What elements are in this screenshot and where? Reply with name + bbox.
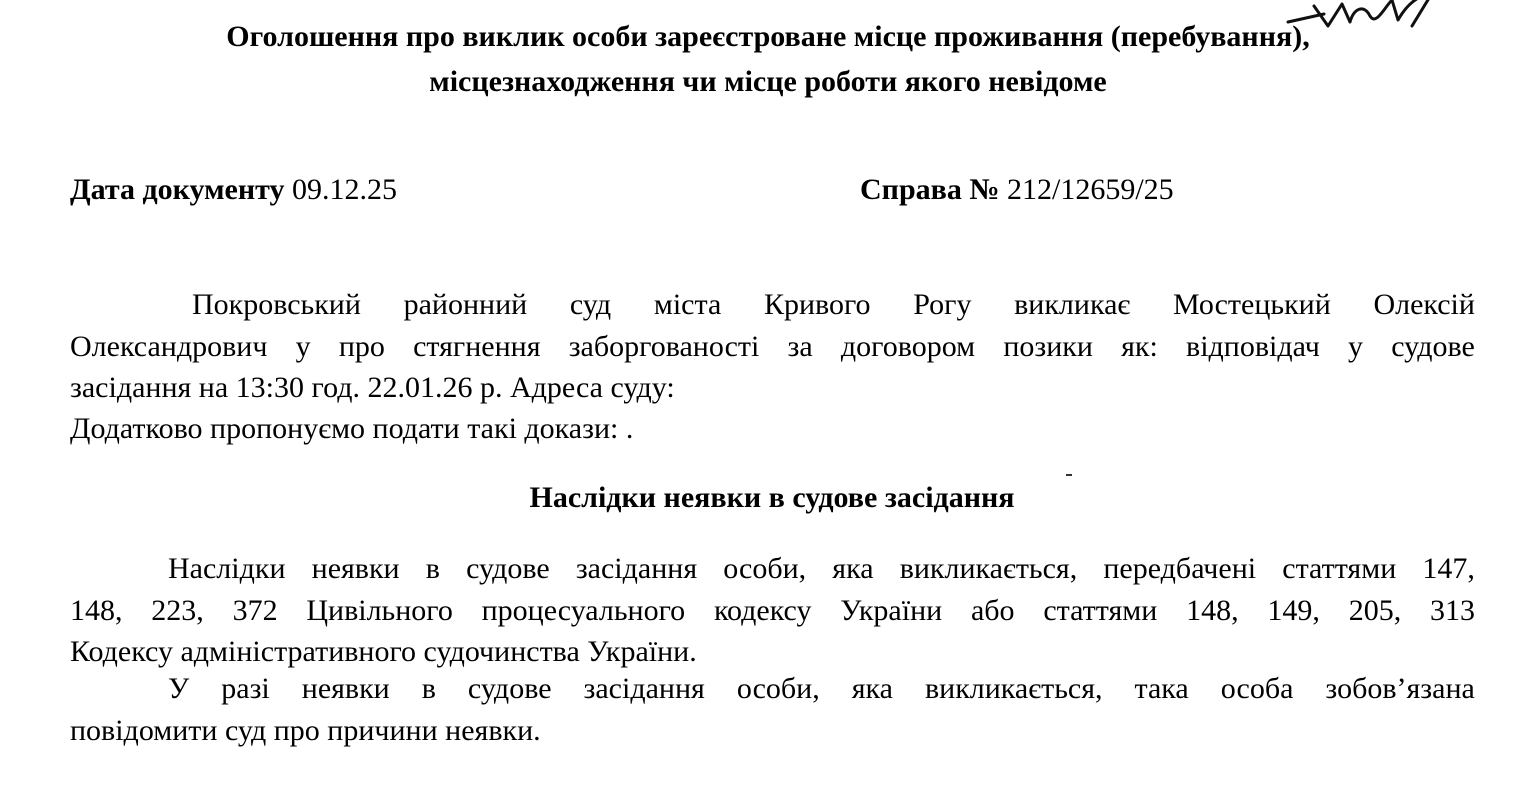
word: Олексій bbox=[1373, 288, 1475, 321]
word: або bbox=[970, 593, 1015, 627]
word: 313 bbox=[1429, 593, 1475, 627]
word: засідання bbox=[575, 552, 698, 585]
word: за bbox=[787, 329, 813, 363]
summons-line-2 bbox=[70, 326, 1475, 368]
word: 148, bbox=[70, 593, 123, 627]
word: 148, bbox=[1186, 593, 1239, 627]
date-label: Дата документу bbox=[70, 173, 285, 206]
word: неявки bbox=[301, 672, 390, 705]
case-number bbox=[860, 168, 1174, 212]
word: 223, bbox=[151, 593, 204, 627]
word: неявки bbox=[311, 552, 400, 585]
document-title bbox=[0, 14, 1524, 104]
word: Рогу bbox=[913, 288, 972, 321]
date-value: 09.12.25 bbox=[291, 173, 397, 206]
title-line-2: місцезнаходження чи місце роботи якого невідоме bbox=[429, 65, 1107, 98]
summons-line-3: засідання на 13:30 год. 22.01.26 р. Адреса суду: bbox=[70, 371, 675, 404]
word: стягнення bbox=[413, 329, 541, 363]
case-value: 212/12659/25 bbox=[1006, 173, 1174, 206]
document-date bbox=[70, 168, 397, 212]
word: Наслідки bbox=[168, 552, 286, 585]
summons-paragraph bbox=[70, 284, 1475, 409]
summons-line-1 bbox=[70, 284, 1475, 326]
word: Покровський bbox=[192, 288, 361, 321]
word: Олександрович bbox=[70, 329, 268, 363]
word: договором bbox=[840, 329, 976, 363]
word: міста bbox=[653, 288, 722, 321]
document-meta bbox=[70, 168, 1480, 212]
word: Мостецький bbox=[1172, 288, 1331, 321]
word: зобов’язана bbox=[1325, 672, 1475, 705]
word: викликається, bbox=[899, 552, 1078, 585]
word: суд bbox=[569, 288, 612, 321]
word: така bbox=[1134, 672, 1189, 705]
title-line-1: Оголошення про виклик особи зареєстроване місце проживання (перебування), bbox=[226, 20, 1310, 53]
word: яка bbox=[851, 672, 893, 705]
word: статтями bbox=[1282, 552, 1397, 585]
word: 372 bbox=[232, 593, 278, 627]
word: викликається, bbox=[924, 672, 1103, 705]
word: районний bbox=[403, 288, 528, 321]
word: у bbox=[1348, 329, 1364, 363]
word: яка bbox=[832, 552, 874, 585]
evidence-line: Додатково пропонуємо подати такі докази: . bbox=[70, 412, 634, 445]
word: викликає bbox=[1014, 288, 1131, 321]
word: разі bbox=[221, 672, 270, 705]
word: особа bbox=[1220, 672, 1294, 705]
word: в bbox=[421, 672, 436, 705]
word: особи, bbox=[736, 672, 820, 705]
word: про bbox=[338, 329, 385, 363]
consequences-paragraph bbox=[70, 548, 1475, 673]
word: заборгованості bbox=[568, 329, 760, 363]
word: Кривого bbox=[763, 288, 871, 321]
word: позики bbox=[1003, 329, 1093, 363]
word: особи, bbox=[723, 552, 807, 585]
word: кодексу bbox=[713, 593, 812, 627]
section-heading: Наслідки неявки в судове засідання bbox=[529, 481, 1015, 514]
obligation-line-2: повідомити суд про причини неявки. bbox=[70, 713, 541, 747]
case-label: Справа № bbox=[860, 173, 1000, 206]
word: У bbox=[168, 672, 190, 705]
word: 147, bbox=[1422, 552, 1475, 585]
word: 149, bbox=[1267, 593, 1320, 627]
word: статтями bbox=[1043, 593, 1158, 627]
word: України bbox=[840, 593, 943, 627]
word: судове bbox=[467, 672, 552, 705]
consequences-line-1 bbox=[70, 548, 1475, 590]
word: судове bbox=[1391, 329, 1475, 363]
obligation-line-1 bbox=[70, 668, 1475, 710]
consequences-line-2 bbox=[70, 590, 1475, 632]
word: процесуального bbox=[481, 593, 686, 627]
consequences-line-3: Кодексу адміністративного судочинства України. bbox=[70, 635, 697, 668]
word: в bbox=[425, 552, 440, 585]
word: у bbox=[295, 329, 311, 363]
word: Цивільного bbox=[306, 593, 453, 627]
word: судове bbox=[466, 552, 550, 585]
word: 205, bbox=[1348, 593, 1402, 627]
word: засідання bbox=[583, 672, 705, 705]
word: як: bbox=[1121, 329, 1158, 363]
word: передбачені bbox=[1103, 552, 1257, 585]
obligation-paragraph bbox=[70, 668, 1475, 751]
word: відповідач bbox=[1186, 329, 1320, 363]
